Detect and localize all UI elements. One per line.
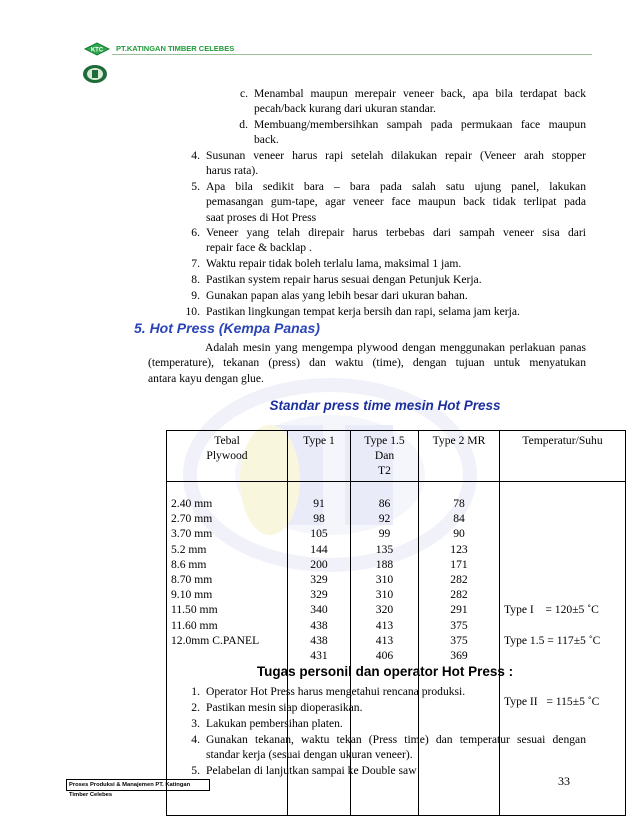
header-temperature: Temperatur/Suhu: [500, 431, 626, 482]
table-title: Standar press time mesin Hot Press: [269, 398, 501, 413]
list-item: 10. Pastikan lingkungan tempat kerja bersih dan rapi, selama jam kerja.: [185, 305, 520, 318]
list-item: 4. Gunakan tekanan, waktu tekan (Press time) dan temperatur sesuai dengan standar kerja (sesuai dengan ukuran veneer).: [191, 733, 586, 762]
col-temperature: Type I = 120±5 ˚C Type 1.5 = 117±5 ˚C Type II = 115±5 ˚C: [500, 482, 626, 816]
company-logo-text: KTC: [90, 47, 104, 54]
list-item: 1. Operator Hot Press harus mengetahui rencana produksi.: [191, 685, 466, 698]
list-item: 5. Pelabelan di lanjutkan sampai ke Double saw: [191, 764, 417, 777]
list-item: c. Menambal maupun merepair veneer back, apa bila terdapat back pecah/back kurang dari ukuran standar.: [239, 87, 586, 116]
header-type2mr: Type 2 MR: [419, 431, 500, 482]
header-type1: Type 1: [288, 431, 351, 482]
table-header-row: [167, 431, 626, 482]
col-thickness: 2.40 mm 2.70 mm 3.70 mm 5.2 mm 8.6 mm 8.70 mm 9.10 mm 11.50 mm 11.60 mm 12.0mm C.PANEL: [167, 482, 288, 816]
col-type2mr: 78 84 90 123 171 282 282 291 375 375 369: [419, 482, 500, 816]
header-type15: Type 1.5 Dan T2: [351, 431, 419, 482]
list-item: 9. Gunakan papan alas yang lebih besar dari ukuran bahan.: [191, 289, 468, 302]
list-item: 2. Pastikan mesin siap dioperasikan.: [191, 701, 363, 714]
header-divider: [112, 54, 592, 55]
list-item: 3. Lakukan pembersihan platen.: [191, 717, 343, 730]
ktc-emblem-icon: [82, 64, 108, 84]
col-type15: 86 92 99 135 188 310 310 320 413 413 406: [351, 482, 419, 816]
list-item: d. Membuang/membersihkan sampah pada permukaan face maupun back.: [239, 118, 586, 147]
list-item: 8. Pastikan system repair harus sesuai dengan Petunjuk Kerja.: [191, 273, 482, 286]
company-logo-icon: [84, 42, 110, 56]
list-item: 4. Susunan veneer harus rapi setelah dilakukan repair (Veneer arah stopper harus rata).: [191, 149, 586, 178]
section-paragraph: Adalah mesin yang mengempa plywood dengan menggunakan perlakuan panas (temperature), tekanan (press) dan waktu (time), dengan tujuan untuk menyatukan antara kayu dengan glue.: [148, 341, 586, 385]
list-item: 7. Waktu repair tidak boleh terlalu lama, maksimal 1 jam.: [191, 257, 462, 270]
tasks-title: Tugas personil dan operator Hot Press :: [256, 664, 514, 679]
section-title: 5. Hot Press (Kempa Panas): [134, 320, 320, 336]
company-name: PT.KATINGAN TIMBER CELEBES: [116, 44, 235, 53]
page-number: 33: [558, 774, 570, 788]
footer-label: Proses Produksi & Manajemen PT. Katingan Timber Celebes: [66, 779, 210, 791]
col-type1: 91 98 105 144 200 329 329 340 438 438 431: [288, 482, 351, 816]
list-item: 6. Veneer yang telah direpair harus terbebas dari sampah veneer sisa dari repair face & backlap .: [191, 226, 586, 255]
list-item: 5. Apa bila sedikit bara – bara pada salah satu ujung panel, lakukan pemasangan gum-tape, agar veneer face maupun back tidak terlipat pada saat proses di Hot Press: [191, 180, 586, 224]
header-tebal: Tebal Plywood: [167, 431, 288, 482]
